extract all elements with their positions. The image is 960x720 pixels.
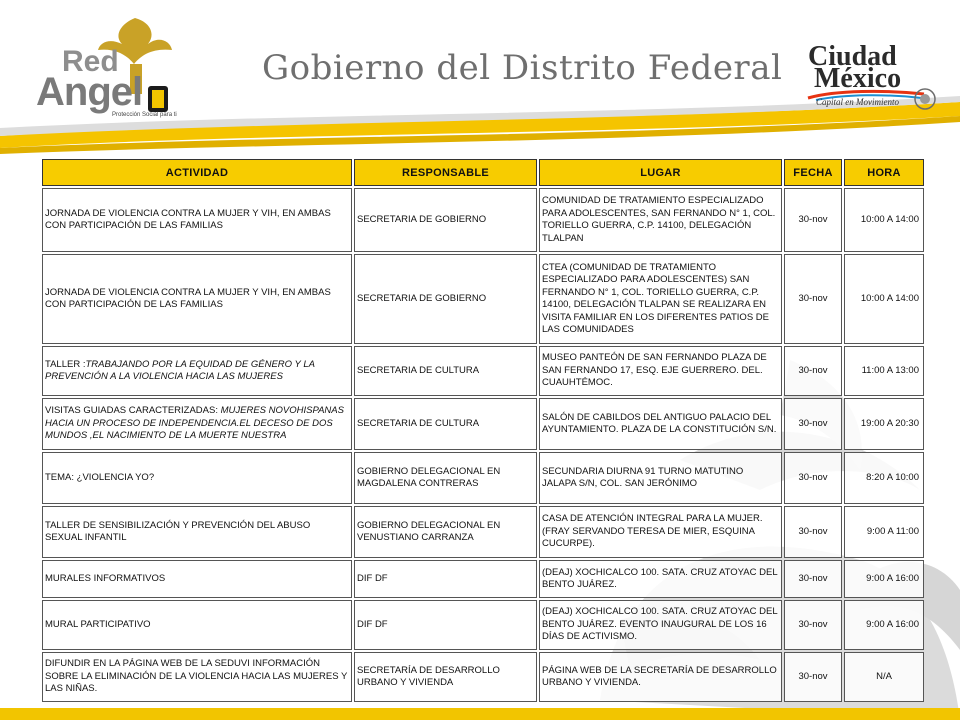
cell-hora: 10:00 A 14:00 bbox=[844, 188, 924, 252]
cell-actividad-prefix: TALLER : bbox=[45, 358, 86, 370]
logo-angel-text: Angel bbox=[36, 70, 143, 114]
cell-fecha: 30-nov bbox=[784, 188, 842, 252]
logo-right-tagline: Capital en Movimiento bbox=[816, 97, 899, 107]
cell-actividad-italic: TRABAJANDO POR LA EQUIDAD DE GÉNERO Y LA PREVENCIÓN A LA VIOLENCIA HACIA LAS MUJERES bbox=[45, 358, 315, 382]
cell-hora: 8:20 A 10:00 bbox=[844, 452, 924, 504]
footer-accent-bar bbox=[0, 708, 960, 720]
cell-actividad-prefix: VISITAS GUIADAS CARACTERIZADAS: bbox=[45, 405, 218, 417]
cell-actividad: MURAL PARTICIPATIVO bbox=[42, 600, 352, 650]
cell-responsable: SECRETARIA DE CULTURA bbox=[354, 346, 537, 396]
table-row bbox=[42, 188, 924, 252]
seal-icon bbox=[914, 88, 936, 110]
page-header bbox=[0, 0, 960, 152]
column-header-fecha: FECHA bbox=[784, 159, 842, 186]
cell-fecha: 30-nov bbox=[784, 652, 842, 702]
column-header-lugar: LUGAR bbox=[539, 159, 782, 186]
cell-fecha: 30-nov bbox=[784, 346, 842, 396]
cell-hora: 19:00 A 20:30 bbox=[844, 398, 924, 450]
cell-actividad: JORNADA DE VIOLENCIA CONTRA LA MUJER Y VIH, EN AMBAS CON PARTICIPACIÓN DE LAS FAMILIAS bbox=[42, 188, 352, 252]
logo-red-text: Red bbox=[62, 45, 119, 78]
column-header-actividad: ACTIVIDAD bbox=[42, 159, 352, 186]
logo-tagline: Protección Social para ti bbox=[112, 112, 177, 118]
cell-lugar: COMUNIDAD DE TRATAMIENTO ESPECIALIZADO PARA ADOLESCENTES, SAN FERNANDO N° 1, COL. TORIELLO GUERRA, C.P. 14100, DELEGACIÓN TLALPAN bbox=[539, 188, 782, 252]
cell-lugar: MUSEO PANTEÓN DE SAN FERNANDO PLAZA DE SAN FERNANDO 17, ESQ. EJE GUERRERO. DEL. CUAUHTÉMOC. bbox=[539, 346, 782, 396]
cell-lugar: CASA DE ATENCIÓN INTEGRAL PARA LA MUJER. (FRAY SERVANDO TERESA DE MIER, ESQUINA CUCURPE). bbox=[539, 506, 782, 558]
cell-hora: 9:00 A 16:00 bbox=[844, 600, 924, 650]
cell-fecha: 30-nov bbox=[784, 398, 842, 450]
table-row bbox=[42, 398, 924, 450]
cell-actividad bbox=[42, 346, 352, 396]
table-row bbox=[42, 600, 924, 650]
cell-responsable: DIF DF bbox=[354, 560, 537, 598]
table-row bbox=[42, 452, 924, 504]
cell-fecha: 30-nov bbox=[784, 600, 842, 650]
cell-fecha: 30-nov bbox=[784, 506, 842, 558]
cell-responsable: SECRETARIA DE GOBIERNO bbox=[354, 188, 537, 252]
cell-actividad bbox=[42, 398, 352, 450]
cell-lugar: CTEA (COMUNIDAD DE TRATAMIENTO ESPECIALIZADO PARA ADOLESCENTES) SAN FERNANDO N° 1, COL. TORIELLO GUERRA, C.P. 14100, DELEGACIÓN TLALPAN SE REALIZARA EN VISITA FAMILIAR EN LOS DIFERENTES PATIOS DE LAS COMUNIDADES bbox=[539, 254, 782, 344]
table-row bbox=[42, 346, 924, 396]
cell-responsable: SECRETARIA DE CULTURA bbox=[354, 398, 537, 450]
cell-actividad: TEMA: ¿VIOLENCIA YO? bbox=[42, 452, 352, 504]
table-row bbox=[42, 560, 924, 598]
cell-hora: N/A bbox=[844, 652, 924, 702]
cell-responsable: SECRETARÍA DE DESARROLLO URBANO Y VIVIENDA bbox=[354, 652, 537, 702]
cell-lugar: (DEAJ) XOCHICALCO 100. SATA. CRUZ ATOYAC DEL BENTO JUÁREZ. EVENTO INAUGURAL DE LOS 16 DÍAS DE ACTIVISMO. bbox=[539, 600, 782, 650]
cell-actividad: DIFUNDIR EN LA PÁGINA WEB DE LA SEDUVI INFORMACIÓN SOBRE LA ELIMINACIÓN DE LA VIOLENCIA HACIA LAS MUJERES Y LAS NIÑAS. bbox=[42, 652, 352, 702]
cell-lugar: SALÓN DE CABILDOS DEL ANTIGUO PALACIO DEL AYUNTAMIENTO. PLAZA DE LA CONSTITUCIÓN S/N. bbox=[539, 398, 782, 450]
table-row bbox=[42, 254, 924, 344]
cell-lugar: PÁGINA WEB DE LA SECRETARÍA DE DESARROLLO URBANO Y VIVIENDA. bbox=[539, 652, 782, 702]
cell-actividad: JORNADA DE VIOLENCIA CONTRA LA MUJER Y VIH, EN AMBAS CON PARTICIPACIÓN DE LAS FAMILIAS bbox=[42, 254, 352, 344]
table-header-row bbox=[42, 159, 924, 186]
cell-fecha: 30-nov bbox=[784, 560, 842, 598]
cell-actividad-italic: MUJERES NOVOHISPANAS HACIA UN PROCESO DE INDEPENDENCIA.EL DECESO DE DOS MUNDOS ,EL NACIMIENTO DE LA MUERTE NUESTRA bbox=[45, 405, 344, 442]
table-row bbox=[42, 652, 924, 702]
cell-responsable: GOBIERNO DELEGACIONAL EN MAGDALENA CONTRERAS bbox=[354, 452, 537, 504]
cell-hora: 11:00 A 13:00 bbox=[844, 346, 924, 396]
logo-ciudad-text: Ciudad bbox=[808, 41, 897, 72]
activities-table bbox=[40, 157, 926, 704]
cell-lugar: SECUNDARIA DIURNA 91 TURNO MATUTINO JALAPA S/N, COL. SAN JERÓNIMO bbox=[539, 452, 782, 504]
cell-responsable: GOBIERNO DELEGACIONAL EN VENUSTIANO CARRANZA bbox=[354, 506, 537, 558]
cell-hora: 9:00 A 11:00 bbox=[844, 506, 924, 558]
page-title: Gobierno del Distrito Federal bbox=[262, 48, 783, 88]
cell-fecha: 30-nov bbox=[784, 452, 842, 504]
cell-hora: 9:00 A 16:00 bbox=[844, 560, 924, 598]
cell-responsable: DIF DF bbox=[354, 600, 537, 650]
cell-actividad: TALLER DE SENSIBILIZACIÓN Y PREVENCIÓN DEL ABUSO SEXUAL INFANTIL bbox=[42, 506, 352, 558]
column-header-responsable: RESPONSABLE bbox=[354, 159, 537, 186]
logo-mexico-text: México bbox=[814, 63, 902, 94]
cell-actividad: MURALES INFORMATIVOS bbox=[42, 560, 352, 598]
cell-responsable: SECRETARIA DE GOBIERNO bbox=[354, 254, 537, 344]
table-row bbox=[42, 506, 924, 558]
column-header-hora: HORA bbox=[844, 159, 924, 186]
cell-hora: 10:00 A 14:00 bbox=[844, 254, 924, 344]
cell-lugar: (DEAJ) XOCHICALCO 100. SATA. CRUZ ATOYAC DEL BENTO JUÁREZ. bbox=[539, 560, 782, 598]
cell-fecha: 30-nov bbox=[784, 254, 842, 344]
